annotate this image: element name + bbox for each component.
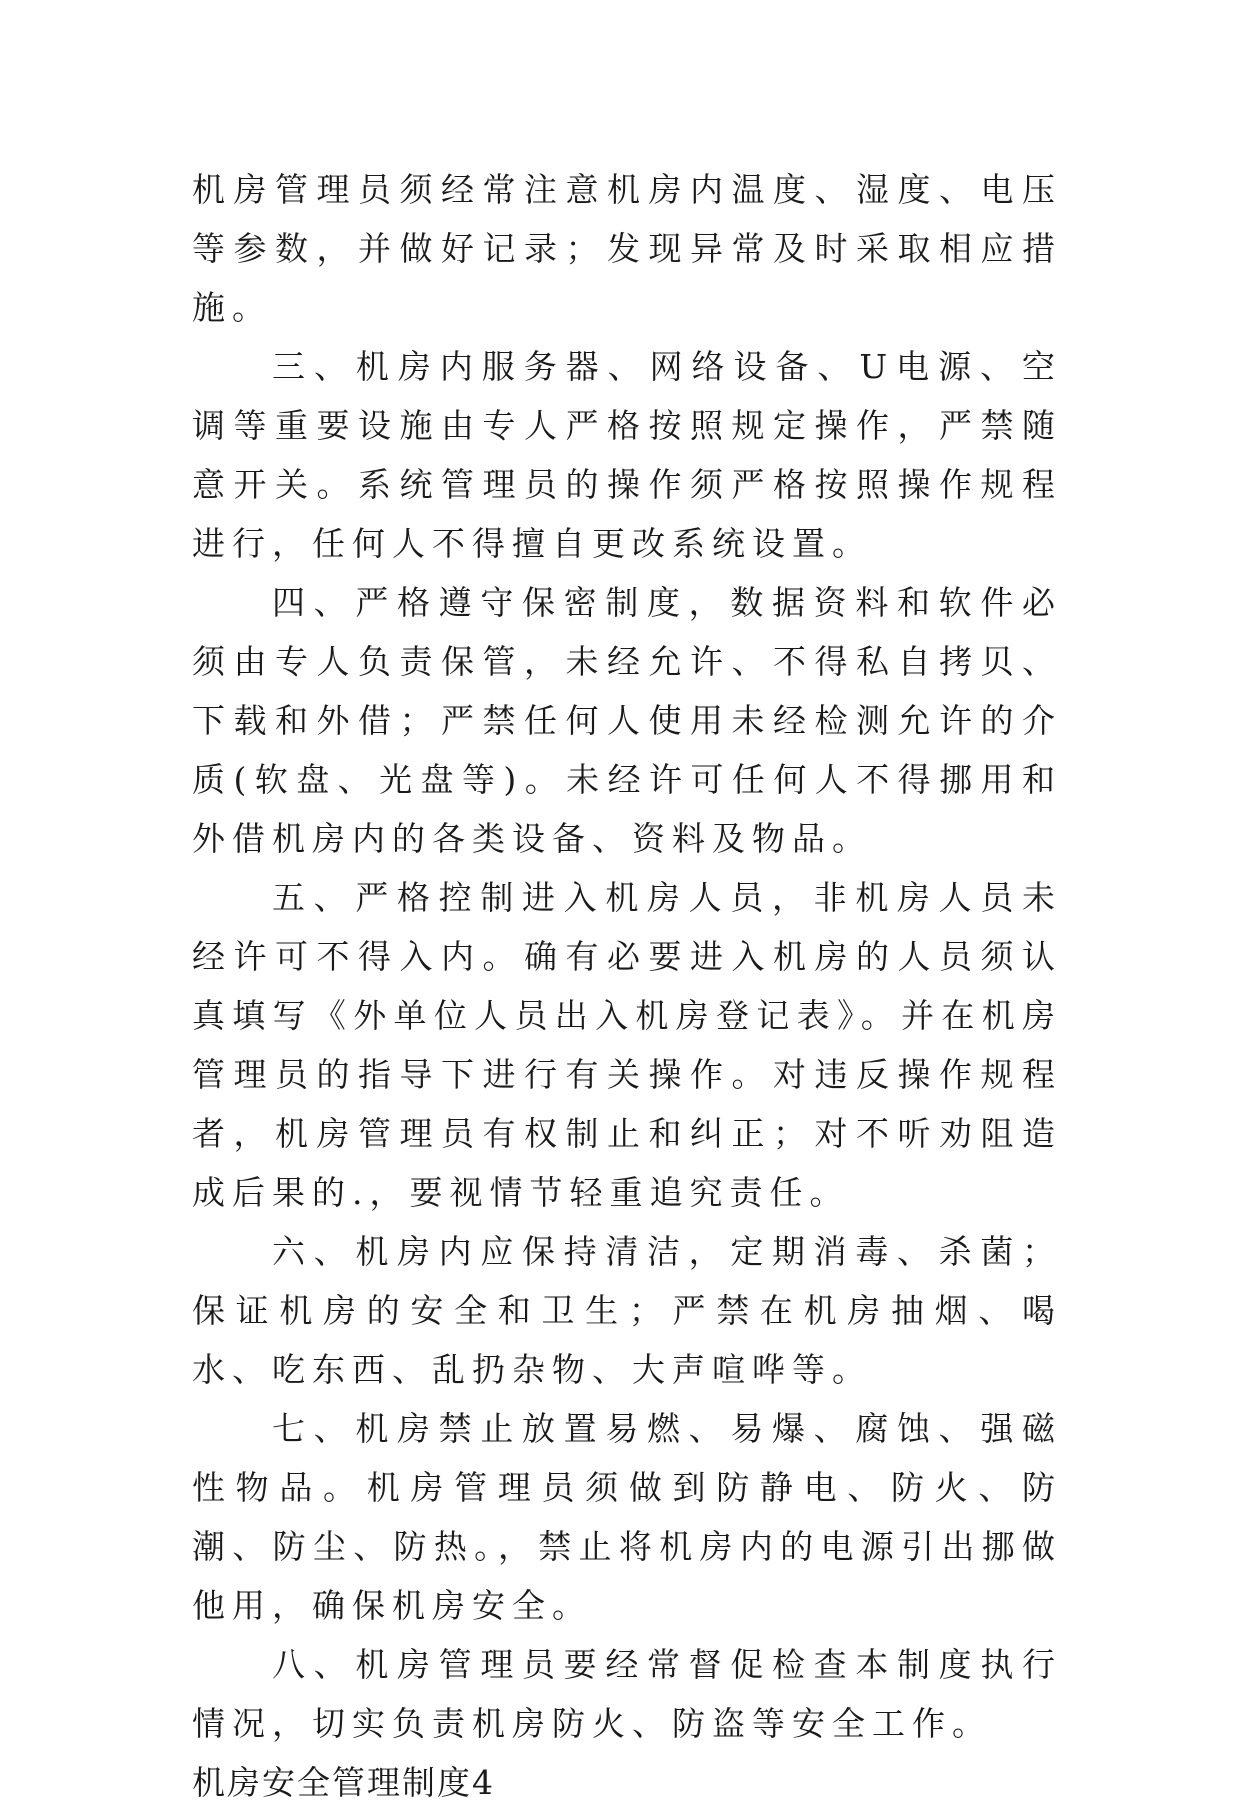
paragraph-item-4: 四、严格遵守保密制度，数据资料和软件必须由专人负责保管，未经允许、不得私自拷贝、下载和外借；严禁任何人使用未经检测允许的介质(软盘、光盘等)。未经许可任何人不得挪用和外借机房内的各类设备、资料及物品。: [192, 583, 1062, 858]
paragraph-continued: 机房管理员须经常注意机房内温度、湿度、电压等参数，并做好记录；发现异常及时采取相应措施。: [192, 170, 1062, 327]
paragraph-item-3: 三、机房内服务器、网络设备、U电源、空调等重要设施由专人严格按照规定操作，严禁随意开关。系统管理员的操作须严格按照操作规程进行，任何人不得擅自更改系统设置。: [192, 347, 1062, 563]
paragraph-item-7: 七、机房禁止放置易燃、易爆、腐蚀、强磁性物品。机房管理员须做到防静电、防火、防潮、防尘、防热。，禁止将机房内的电源引出挪做他用，确保机房安全。: [192, 1409, 1062, 1625]
paragraph-item-5: 五、严格控制进入机房人员，非机房人员未经许可不得入内。确有必要进入机房的人员须认真填写《外单位人员出入机房登记表》。并在机房管理员的指导下进行有关操作。对违反操作规程者，机房管理员有权制止和纠正；对不听劝阻造成后果的.，要视情节轻重追究责任。: [192, 878, 1062, 1212]
section-title: 机房安全管理制度4: [192, 1763, 495, 1802]
paragraph-item-6: 六、机房内应保持清洁，定期消毒、杀菌；保证机房的安全和卫生；严禁在机房抽烟、喝水、吃东西、乱扔杂物、大声喧哗等。: [192, 1232, 1062, 1389]
document-body: [192, 160, 1062, 1812]
paragraph-item-8: 八、机房管理员要经常督促检查本制度执行情况，切实负责机房防火、防盗等安全工作。: [192, 1645, 1062, 1743]
